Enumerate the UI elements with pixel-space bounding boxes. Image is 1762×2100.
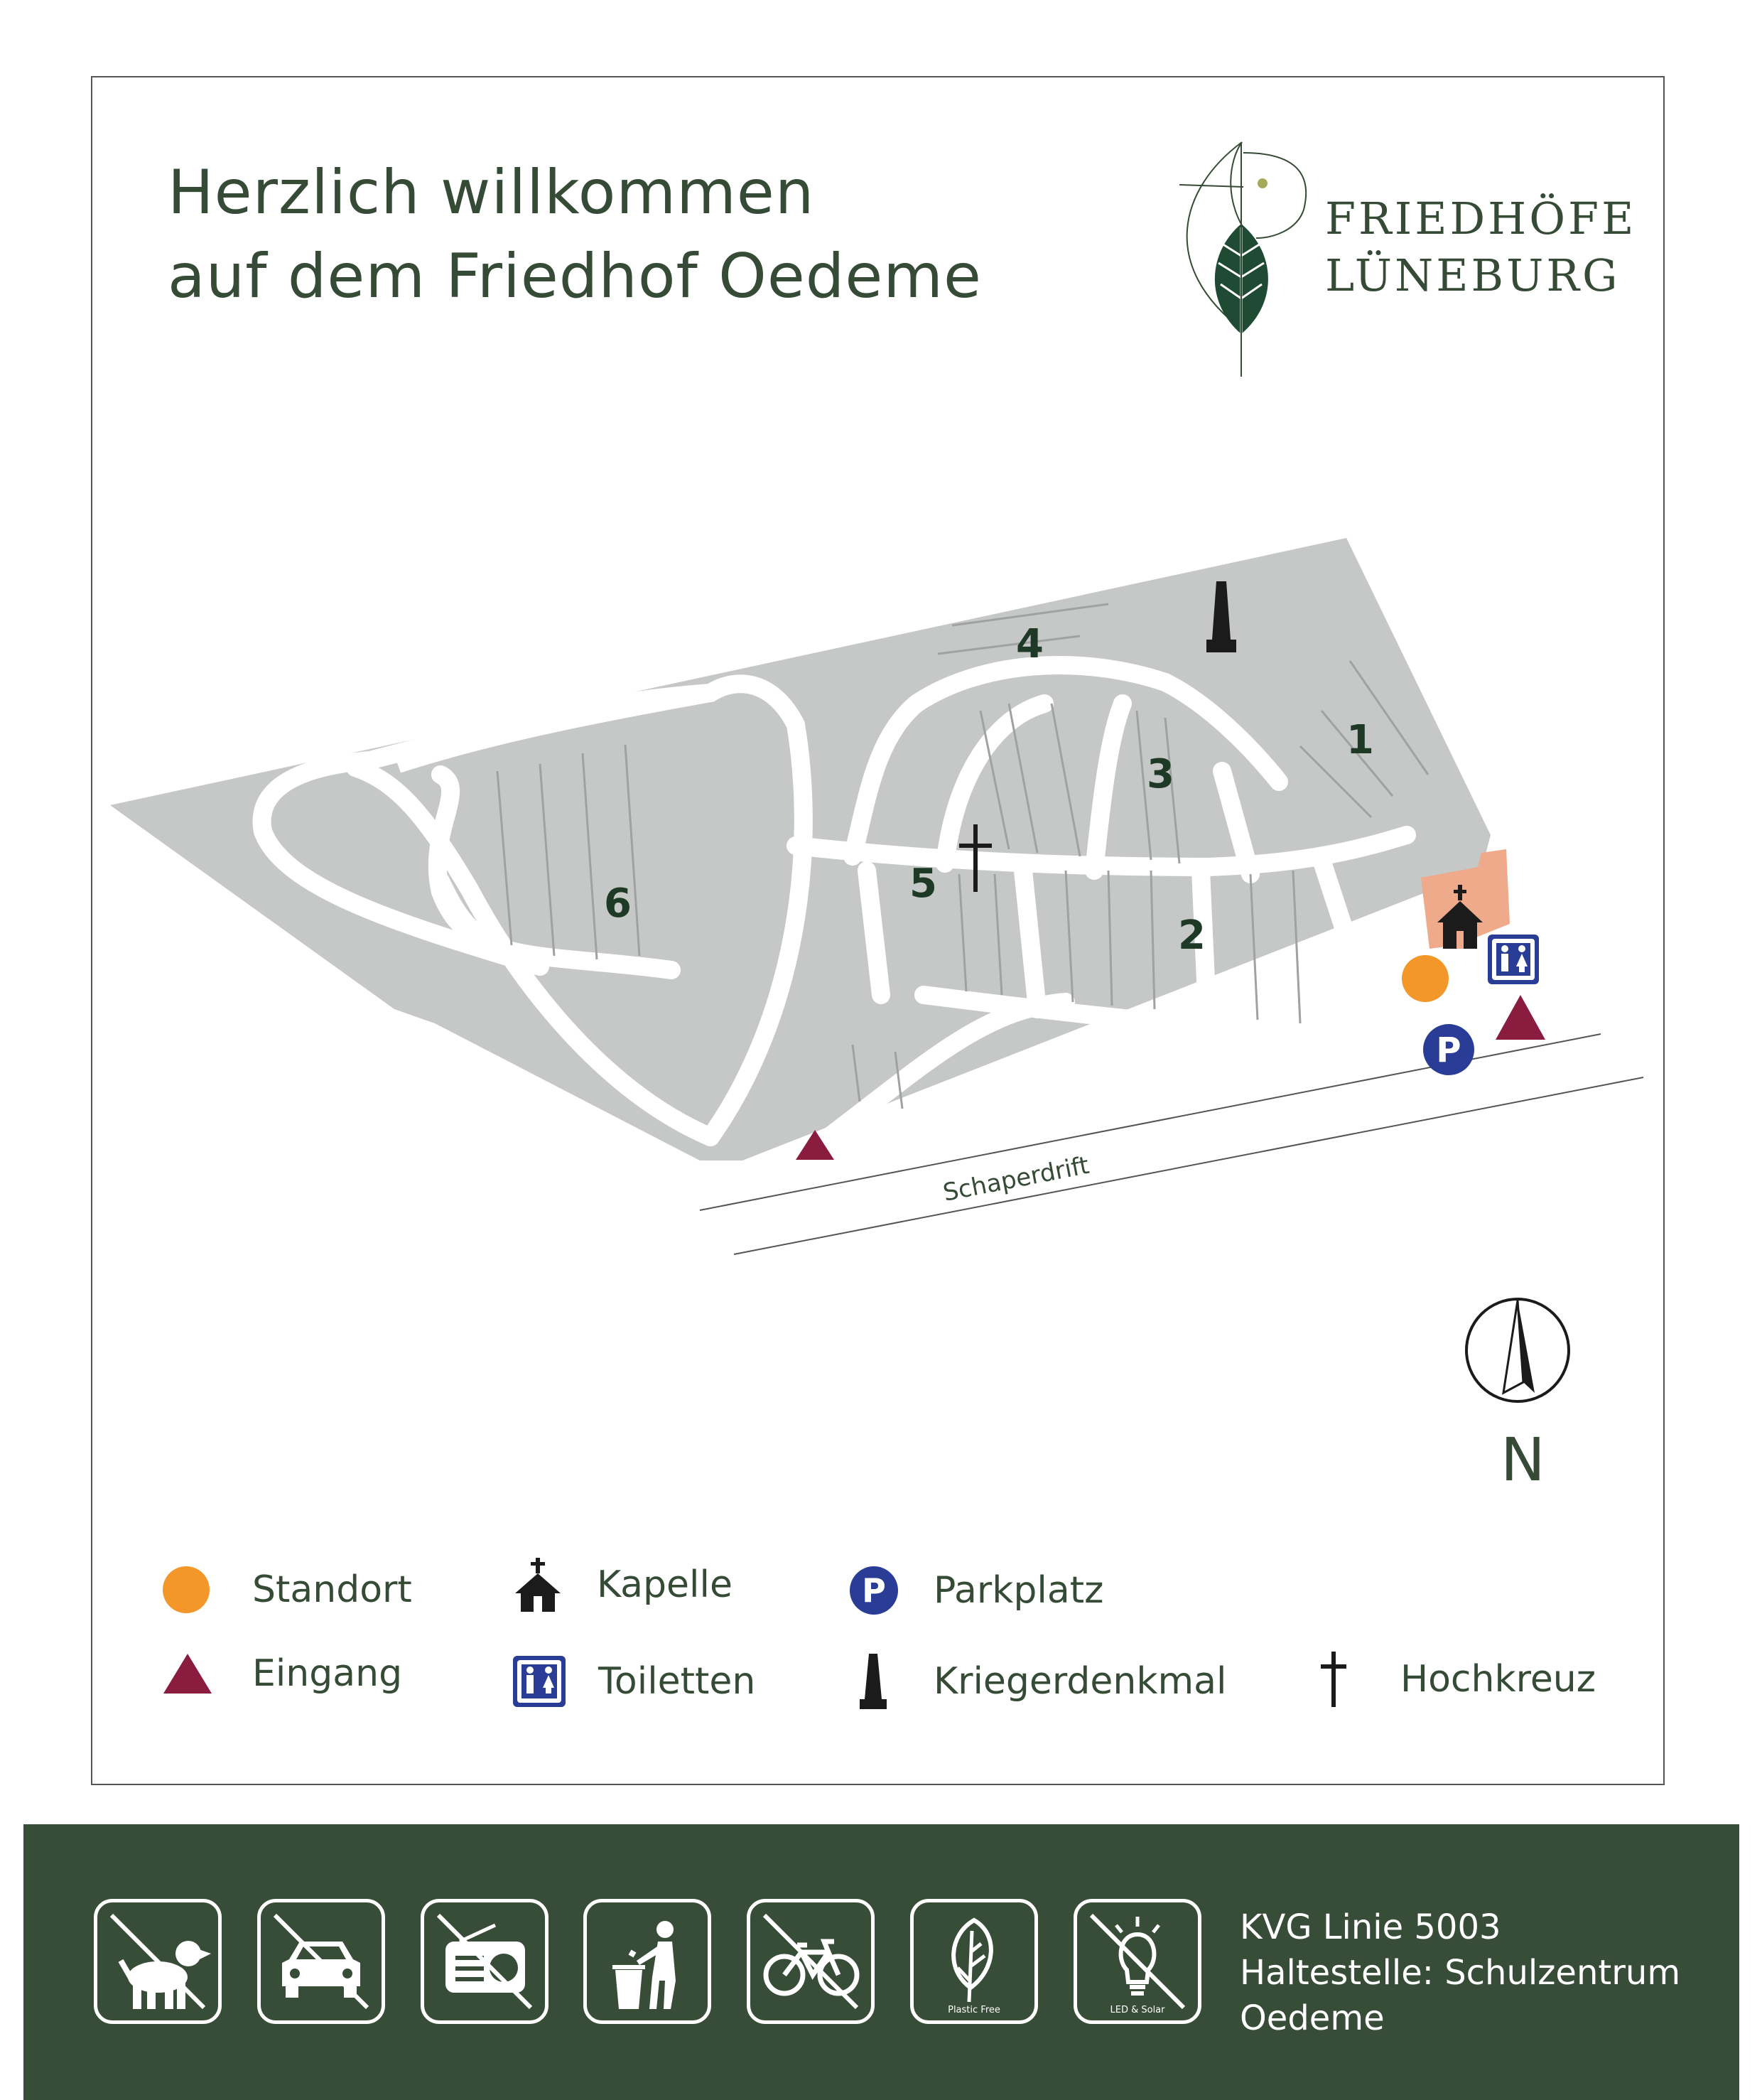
standort-icon: [163, 1565, 212, 1615]
legend-hochkreuz: [1318, 1650, 1596, 1708]
legend-eingang: [163, 1652, 402, 1695]
toiletten-marker: [1488, 935, 1539, 984]
legend-standort: [163, 1565, 412, 1615]
standort-marker: [1402, 955, 1449, 1002]
brand-line-2: LÜNEBURG: [1325, 249, 1621, 301]
legend-hochkreuz-label: Hochkreuz: [1400, 1658, 1596, 1701]
svg-text:P: P: [1436, 1030, 1461, 1070]
no-cars-icon: [257, 1899, 385, 2024]
section-label-2: 2: [1178, 912, 1206, 959]
toilets-icon: [513, 1656, 566, 1707]
legend-toiletten-label: Toiletten: [598, 1660, 756, 1703]
no-bicycles-icon: [747, 1899, 875, 2024]
litter-bin-icon: [583, 1899, 711, 2024]
svg-text:P: P: [862, 1571, 886, 1610]
compass-rose: [1466, 1299, 1569, 1401]
legend-eingang-label: Eingang: [252, 1652, 403, 1695]
parking-icon: [848, 1565, 899, 1616]
parkplatz-marker: [1423, 1024, 1474, 1075]
legend-standort-label: Standort: [252, 1568, 412, 1611]
legend-kriegerdenkmal-label: Kriegerdenkmal: [934, 1660, 1227, 1703]
legend-kapelle: [513, 1556, 733, 1613]
legend-kapelle-label: Kapelle: [597, 1563, 733, 1606]
bus-line: KVG Linie 5003: [1240, 1907, 1501, 1947]
no-dogs-icon: [94, 1899, 222, 2024]
eingang-icon: [163, 1652, 212, 1695]
title-line-1: Herzlich willkommen: [168, 157, 815, 228]
section-label-4: 4: [1016, 621, 1044, 667]
bus-info: [1240, 1905, 1680, 2041]
legend-parkplatz: [848, 1565, 1103, 1616]
brand-line-1: FRIEDHÖFE: [1325, 193, 1637, 244]
chapel-icon: [513, 1556, 563, 1613]
plastic-free-label: Plastic Free: [948, 2005, 1000, 2015]
memorial-icon: [858, 1652, 890, 1711]
eingang-marker-east: [1496, 995, 1545, 1040]
bus-stop-area: Oedeme: [1240, 1998, 1385, 2038]
compass-north-label: N: [1501, 1425, 1545, 1495]
led-solar-label: LED & Solar: [1110, 2005, 1165, 2015]
title-line-2: auf dem Friedhof Oedeme: [168, 241, 982, 312]
legend-parkplatz-label: Parkplatz: [934, 1569, 1104, 1612]
cross-icon: [1318, 1650, 1349, 1708]
legend-kriegerdenkmal: [858, 1652, 1226, 1711]
plastic-free-icon: [910, 1899, 1038, 2024]
no-radio-icon: [421, 1899, 548, 2024]
section-label-5: 5: [909, 861, 937, 907]
bus-stop: Haltestelle: Schulzentrum: [1240, 1953, 1681, 1993]
section-label-6: 6: [604, 881, 632, 927]
legend-toiletten: [513, 1656, 755, 1707]
street-label: Schaperdrift: [941, 1151, 1092, 1207]
section-label-1: 1: [1346, 717, 1374, 763]
section-label-3: 3: [1147, 751, 1174, 797]
led-solar-icon: [1074, 1899, 1201, 2024]
